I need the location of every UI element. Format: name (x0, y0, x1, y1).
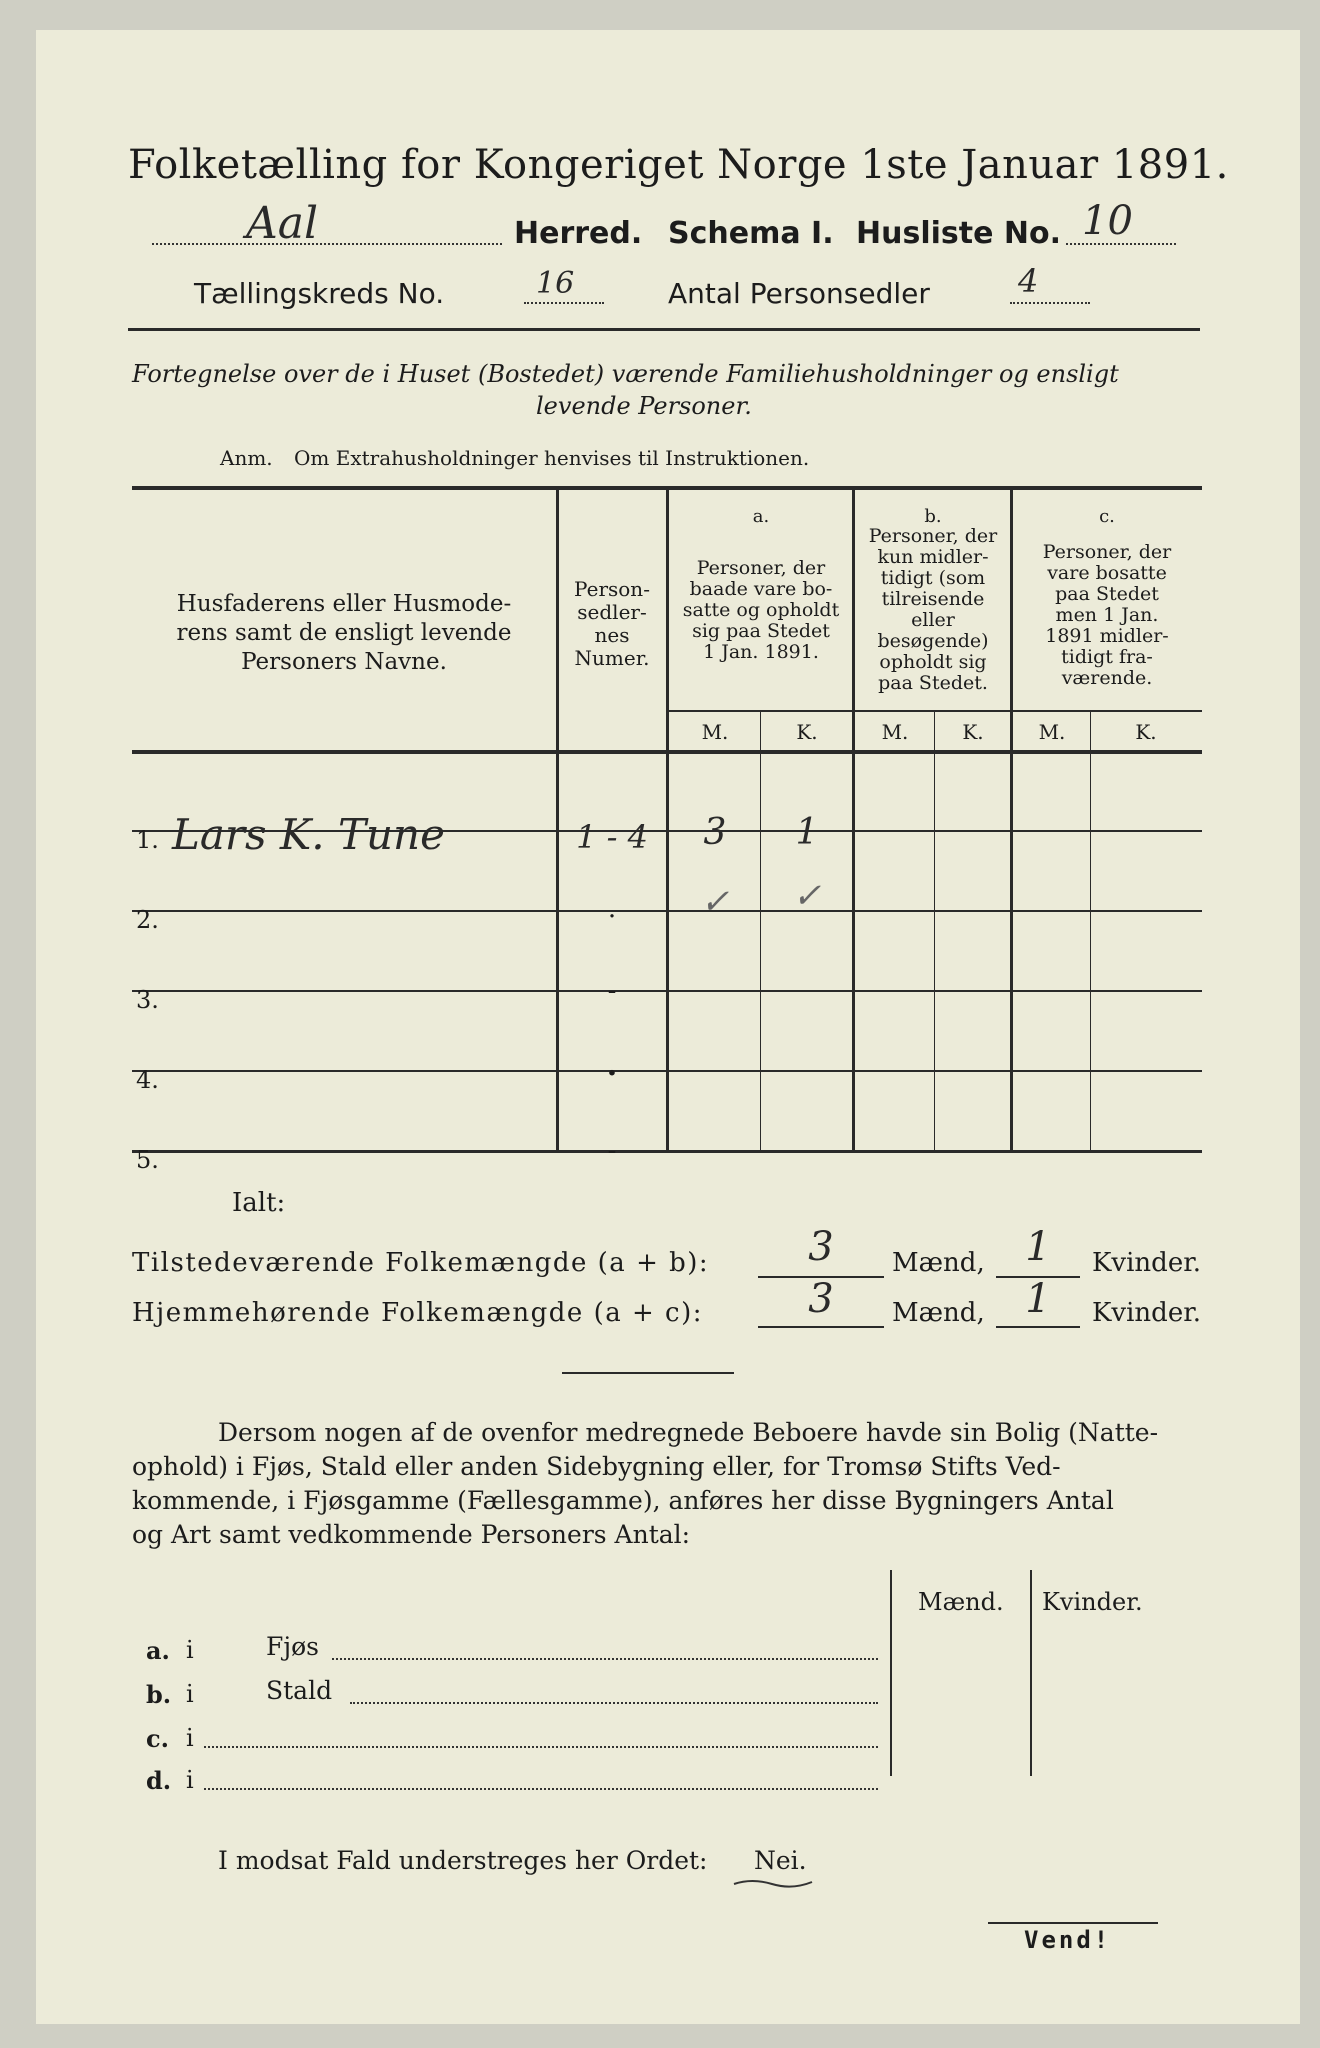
building-a-letter: a. (146, 1636, 170, 1665)
row-2-sedler: . (607, 894, 617, 924)
row-1-name: Lars K. Tune (172, 810, 445, 859)
col-name-header (136, 590, 552, 677)
hjemme-maend-value: 3 (808, 1276, 834, 1322)
buildings-maend-header: Mænd. (918, 1588, 1004, 1616)
col-name-header-line: rens samt de ensligt levende (176, 620, 512, 646)
buildings-col-rule-2 (1030, 1570, 1032, 1776)
buildings-kvinder-header: Kvinder. (1042, 1588, 1143, 1616)
row-2-number: 2. (136, 906, 159, 934)
col-c-header-line: men 1 Jan. (1055, 604, 1159, 626)
herred-value: Aal (246, 198, 319, 249)
taellingskreds-label: Tællingskreds No. (194, 277, 445, 310)
modsat-label: I modsat Fald understreges her Ordet: (218, 1846, 708, 1875)
row-1-a-m: 3 (703, 812, 727, 853)
col-a-m-label: M. (701, 720, 729, 744)
nei-underline (732, 1876, 814, 1890)
buildings-col-rule-1 (890, 1570, 892, 1776)
antal-dotline (1010, 302, 1090, 304)
col-num-header-line: Person- (574, 577, 650, 601)
tilstede-maend-label: Mænd, (892, 1248, 985, 1278)
col-b-k-label: K. (962, 720, 984, 744)
tilstede-kvinder-value: 1 (1025, 1224, 1051, 1270)
building-b-dotline (350, 1702, 878, 1704)
antal-label: Antal Personsedler (668, 277, 930, 310)
ialt-label: Ialt: (232, 1188, 286, 1218)
col-a-header-line: 1 Jan. 1891. (703, 641, 819, 663)
vend-label: Vend! (1024, 1926, 1112, 1954)
col-c-m-label: M. (1038, 720, 1066, 744)
col-a-header-line: Personer, der (696, 557, 826, 579)
col-name-header-line: Personers Navne. (241, 649, 447, 675)
building-c-dotline (204, 1746, 878, 1748)
col-b-m-label: M. (881, 720, 909, 744)
col-rule-c-mk (1090, 712, 1091, 1152)
building-d-i: i (186, 1766, 194, 1794)
husliste-value: 10 (1082, 198, 1133, 244)
col-b-header-line: tilreisende (881, 588, 985, 610)
col-rule-a (852, 488, 855, 1152)
buildings-text-line: og Art samt vedkommende Personers Antal: (132, 1520, 691, 1549)
row-2-a-m: ✓ (700, 882, 730, 922)
tilstede-maend-value: 3 (808, 1224, 834, 1270)
building-a-dotline (332, 1658, 878, 1660)
col-a-k-label: K. (796, 720, 818, 744)
herred-label: Herred. (514, 216, 643, 251)
hjemme-kvinder-value: 1 (1025, 1276, 1051, 1322)
col-a-header-line: baade vare bo- (689, 578, 833, 600)
row-4-number: 4. (136, 1066, 159, 1094)
col-a-header-line: sig paa Stedet (692, 620, 830, 642)
col-rule-b (1010, 488, 1013, 1152)
row-2-a-k: ✓ (792, 876, 822, 916)
taellingskreds-value: 16 (536, 266, 575, 301)
hjemme-label: Hjemmehørende Folkemængde (a + c): (132, 1298, 703, 1328)
tilstede-label: Tilstedeværende Folkemængde (a + b): (132, 1248, 710, 1278)
row-5-number: 5. (136, 1146, 159, 1174)
taellingskreds-dotline (524, 302, 604, 304)
buildings-text-line: ophold) i Fjøs, Stald eller anden Sidebygning eller, for Tromsø Stifts Ved- (132, 1452, 1061, 1481)
building-d-letter: d. (146, 1766, 172, 1795)
anm-label: Anm. (220, 446, 273, 470)
vend-rule (988, 1922, 1158, 1924)
col-rule-num (666, 488, 669, 1152)
husliste-label: Husliste No. (856, 216, 1061, 251)
col-c-header-line: 1891 midler- (1045, 625, 1169, 647)
herred-dotline (152, 243, 502, 245)
col-b-header-line: opholdt sig (879, 651, 987, 673)
col-c-header-line: paa Stedet (1055, 583, 1159, 605)
col-b-header-line: tidigt (som (880, 567, 986, 589)
buildings-paragraph (132, 1416, 1212, 1552)
subheader-rule (668, 710, 1202, 712)
building-d-dotline (204, 1788, 878, 1790)
section-divider (562, 1372, 734, 1374)
row-5-sedler: - (607, 1136, 617, 1166)
building-b-label: Stald (266, 1676, 333, 1705)
col-c-k-label: K. (1135, 720, 1157, 744)
col-rule-b-mk (934, 712, 935, 1152)
col-c-header (1014, 542, 1200, 689)
header-rule (128, 328, 1200, 331)
schema-label: Schema I. (668, 216, 834, 251)
census-form-page (36, 30, 1300, 2024)
col-b-header-line: eller (911, 609, 955, 631)
col-c-header-line: værende. (1061, 667, 1153, 689)
intro-line-2: levende Personer. (536, 392, 752, 420)
col-num-header (560, 578, 664, 670)
col-num-header-line: Numer. (574, 646, 650, 670)
col-c-header-line: Personer, der (1042, 541, 1172, 563)
col-a-header (670, 558, 852, 663)
buildings-text-line: kommende, i Fjøsgamme (Fællesgamme), anføres her disse Bygningers Antal (132, 1486, 1114, 1515)
col-rule-name (556, 488, 559, 1152)
col-b-header (856, 526, 1010, 694)
col-num-header-line: nes (594, 623, 630, 647)
building-b-letter: b. (146, 1680, 172, 1709)
antal-value: 4 (1018, 262, 1039, 300)
building-a-label: Fjøs (266, 1632, 319, 1661)
hjemme-kvinder-label: Kvinder. (1092, 1298, 1202, 1328)
hjemme-kvinder-line (996, 1326, 1080, 1328)
col-rule-a-mk (760, 712, 761, 1152)
anm-text: Om Extrahusholdninger henvises til Instruktionen. (294, 446, 810, 470)
nei-word: Nei. (754, 1846, 807, 1875)
row-1-number: 1. (136, 826, 159, 854)
building-c-letter: c. (146, 1724, 169, 1753)
building-a-i: i (186, 1636, 194, 1664)
col-c-header-line: tidigt fra- (1061, 646, 1153, 668)
col-b-header-line: kun midler- (877, 546, 989, 568)
building-c-i: i (186, 1724, 194, 1752)
col-b-header-line: besøgende) (877, 630, 989, 652)
col-b-header-line: paa Stedet. (878, 672, 988, 694)
row-1-a-k: 1 (795, 812, 819, 853)
col-num-header-line: sedler- (577, 600, 647, 624)
hjemme-maend-label: Mænd, (892, 1298, 985, 1328)
row-1-sedler: 1 - 4 (576, 818, 648, 856)
col-c-header-line: vare bosatte (1047, 562, 1167, 584)
col-b-letter: b. (924, 506, 942, 527)
buildings-text-line: Dersom nogen af de ovenfor medregnede Beboere havde sin Bolig (Natte- (218, 1418, 1159, 1447)
building-b-i: i (186, 1680, 194, 1708)
hjemme-maend-line (758, 1326, 884, 1328)
row-3-sedler: - (607, 976, 617, 1006)
tilstede-kvinder-label: Kvinder. (1092, 1248, 1202, 1278)
row-3-number: 3. (136, 986, 159, 1014)
intro-line-1: Fortegnelse over de i Huset (Bostedet) værende Familiehusholdninger og ensligt (132, 360, 1119, 388)
col-a-letter: a. (752, 506, 770, 527)
col-a-header-line: satte og opholdt (682, 599, 840, 621)
col-c-letter: c. (1099, 506, 1115, 527)
form-title: Folketælling for Kongeriget Norge 1ste Januar 1891. (128, 142, 1229, 188)
col-name-header-line: Husfaderens eller Husmode- (176, 591, 512, 617)
row-4-sedler: . (606, 1048, 618, 1083)
col-b-header-line: Personer, der (868, 525, 998, 547)
